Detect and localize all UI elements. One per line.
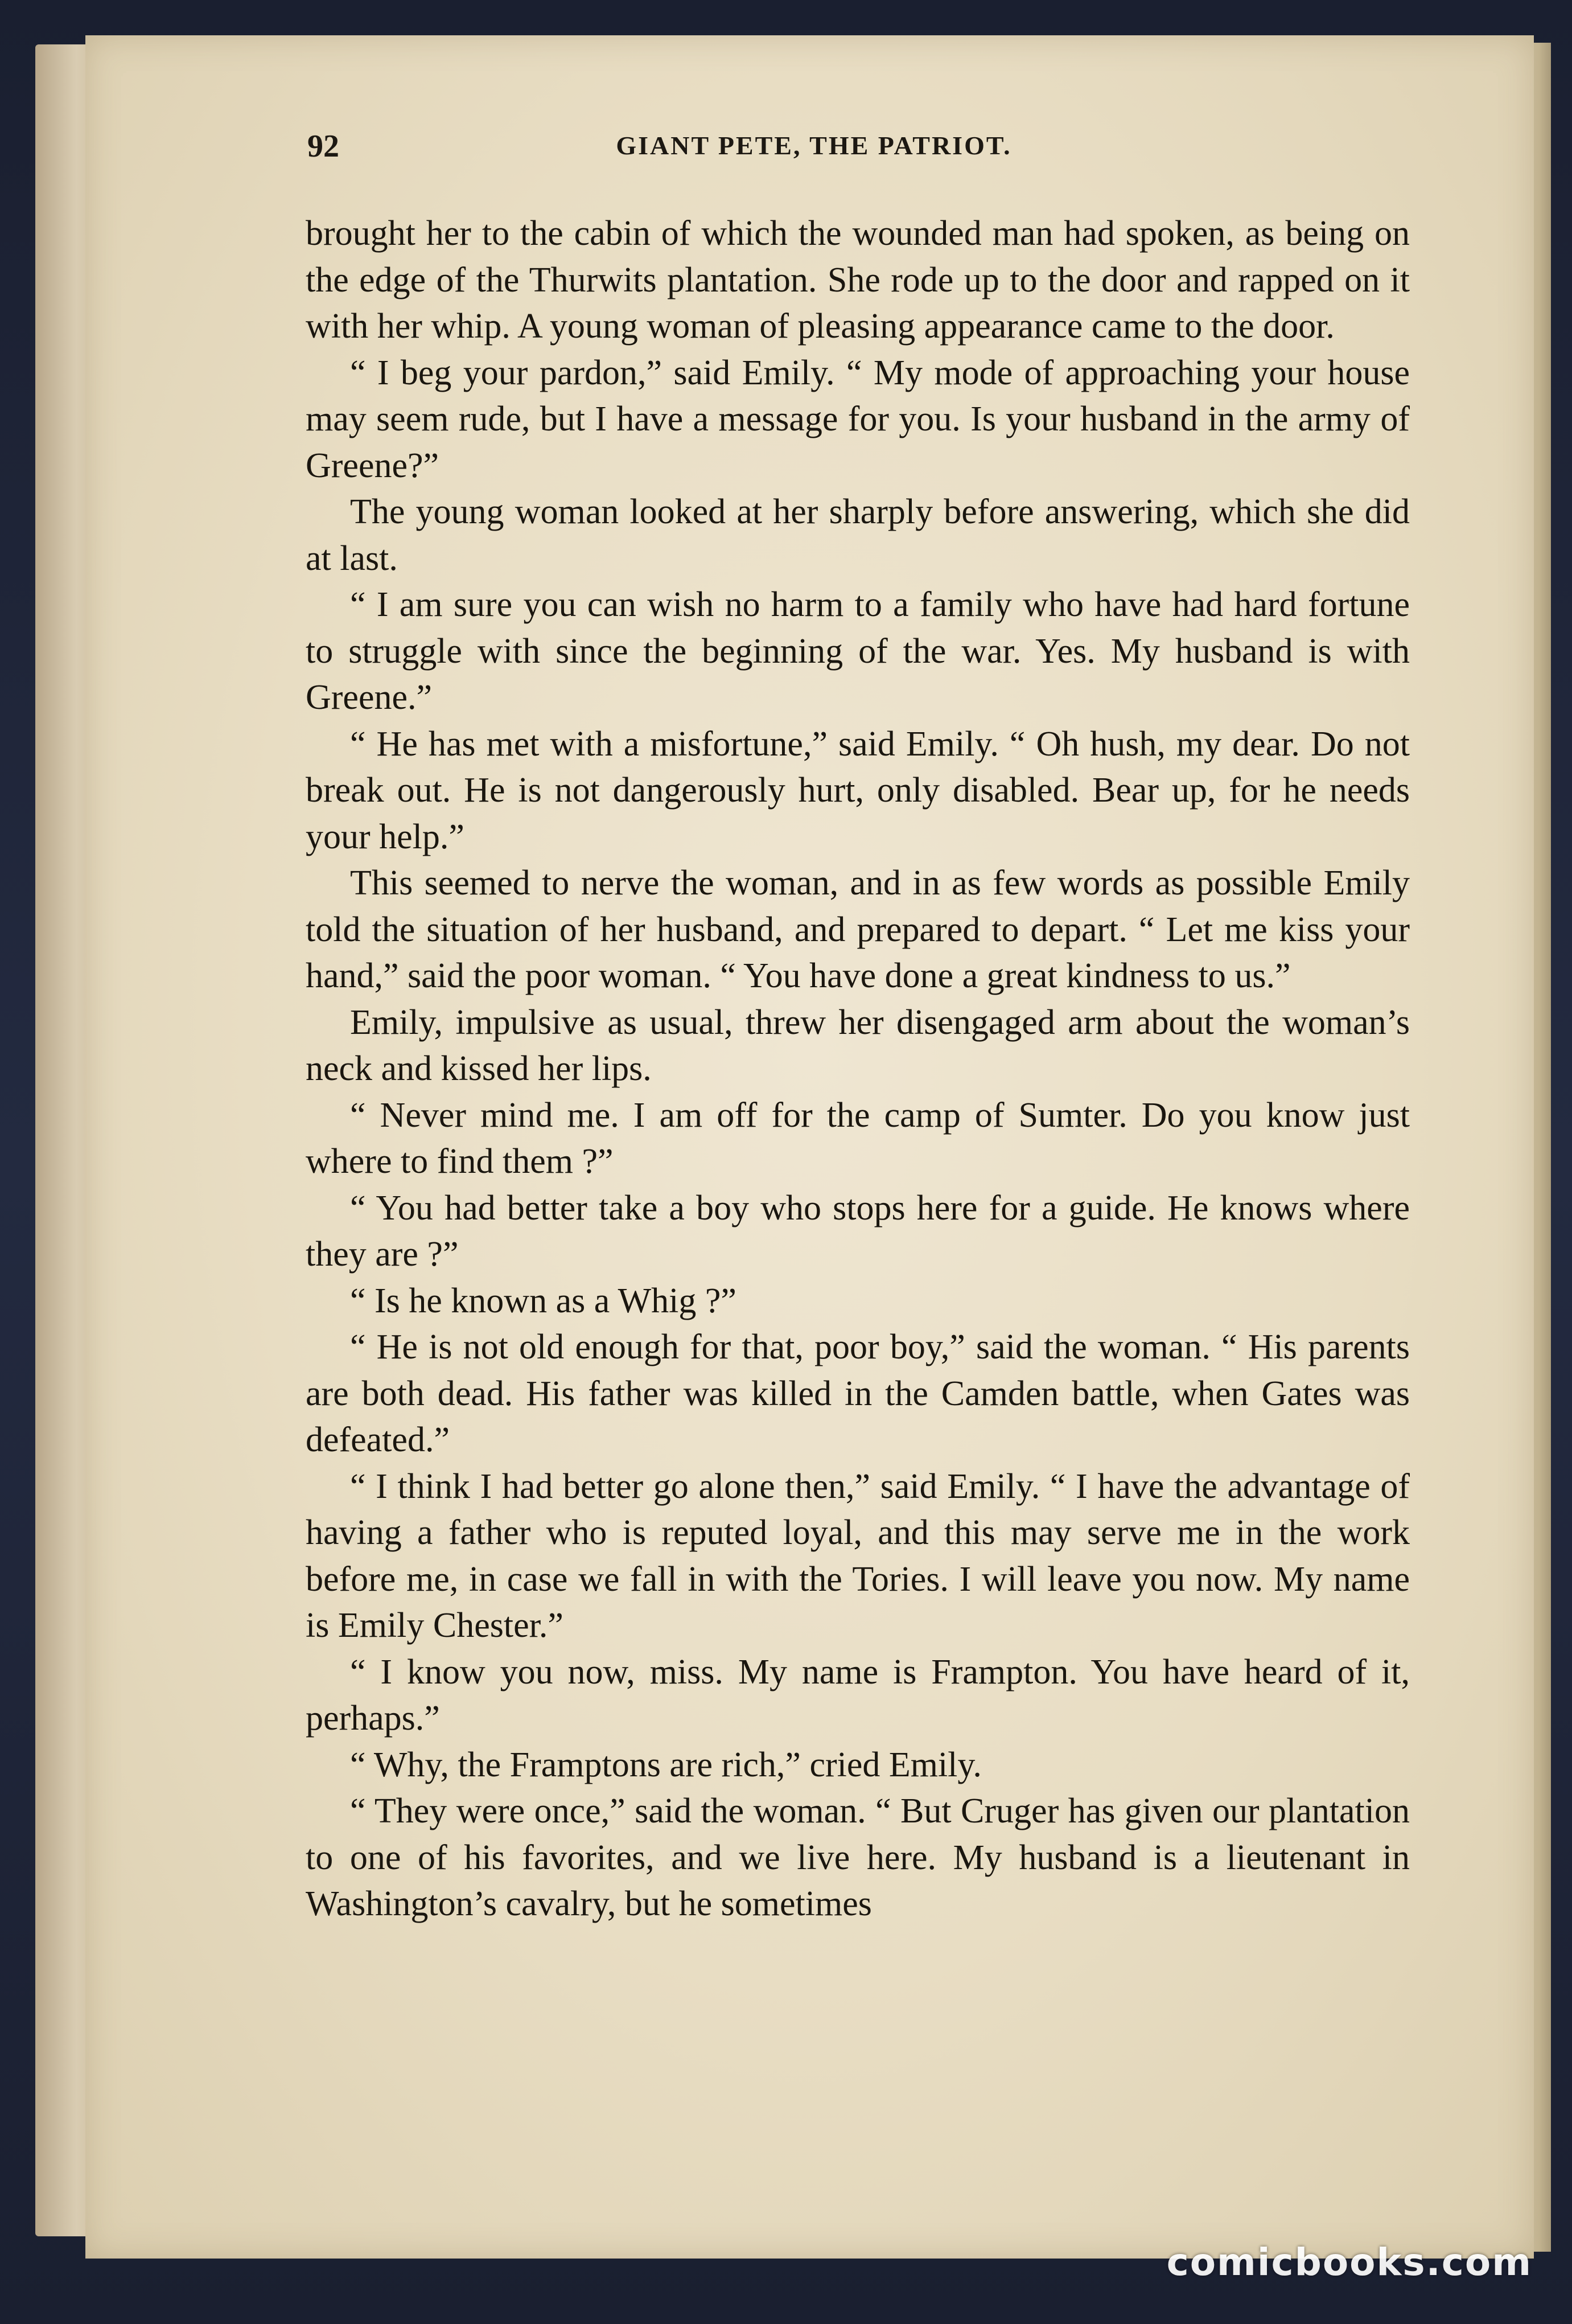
paragraph-11: “ He is not old enough for that, poor boy,” said the woman. “ His parents are both dead. His father was killed in the Camden battle, when Gates was defeated.” xyxy=(306,1328,1410,1459)
paragraph-5: “ He has met with a misfortune,” said Emily. “ Oh hush, my dear. Do not break out. He is not dangerously hurt, only disabled. Bear up, for he needs your help.” xyxy=(306,724,1410,856)
paragraph-1: brought her to the cabin of which the wounded man had spoken, as being on the edge of the Thurwits plantation. She rode up to the door and rapped on it with her whip. A young woman of pleasing appearance came to the door. xyxy=(306,214,1410,346)
running-title: GIANT PETE, THE PATRIOT. xyxy=(616,131,1012,160)
paragraph-10: “ Is he known as a Whig ?” xyxy=(350,1281,736,1320)
page-number: 92 xyxy=(307,129,339,164)
paragraph-12: “ I think I had better go alone then,” said Emily. “ I have the advantage of having a father who is reputed loyal, and this may serve me in the work before me, in case we fall in with the Tories. I will leave you now. My name is Emily Chester.” xyxy=(306,1467,1410,1645)
paragraph-7: Emily, impulsive as usual, threw her disengaged arm about the woman’s neck and kissed her lips. xyxy=(306,1003,1410,1088)
paragraph-9: “ You had better take a boy who stops here for a guide. He knows where they are ?” xyxy=(306,1188,1410,1274)
paragraph-8: “ Never mind me. I am off for the camp of Sumter. Do you know just where to find them ?” xyxy=(306,1095,1410,1181)
paragraph-14: “ Why, the Framptons are rich,” cried Emily. xyxy=(350,1745,982,1784)
site-watermark: comicbooks.com xyxy=(1166,2240,1532,2284)
paragraph-15: “ They were once,” said the woman. “ But Cruger has given our plantation to one of his favorites, and we live here. My husband is a lieutenant in Washington’s cavalry, but he sometimes xyxy=(306,1792,1410,1923)
paragraph-3: The young woman looked at her sharply before answering, which she did at last. xyxy=(306,492,1410,578)
paragraph-4: “ I am sure you can wish no harm to a family who have had hard fortune to struggle with since the beginning of the war. Yes. My husband is with Greene.” xyxy=(306,585,1410,717)
paragraph-6: This seemed to nerve the woman, and in as few words as possible Emily told the situation of her husband, and prepared to depart. “ Let me kiss your hand,” said the poor woman. “ You have done a great kindness to us.” xyxy=(306,864,1410,995)
body-text xyxy=(306,211,1410,1928)
page-header xyxy=(222,128,1406,168)
paragraph-13: “ I know you now, miss. My name is Frampton. You have heard of it, perhaps.” xyxy=(306,1652,1410,1738)
paragraph-2: “ I beg your pardon,” said Emily. “ My mode of approaching your house may seem rude, but I have a message for you. Is your husband in the army of Greene?” xyxy=(306,353,1410,485)
